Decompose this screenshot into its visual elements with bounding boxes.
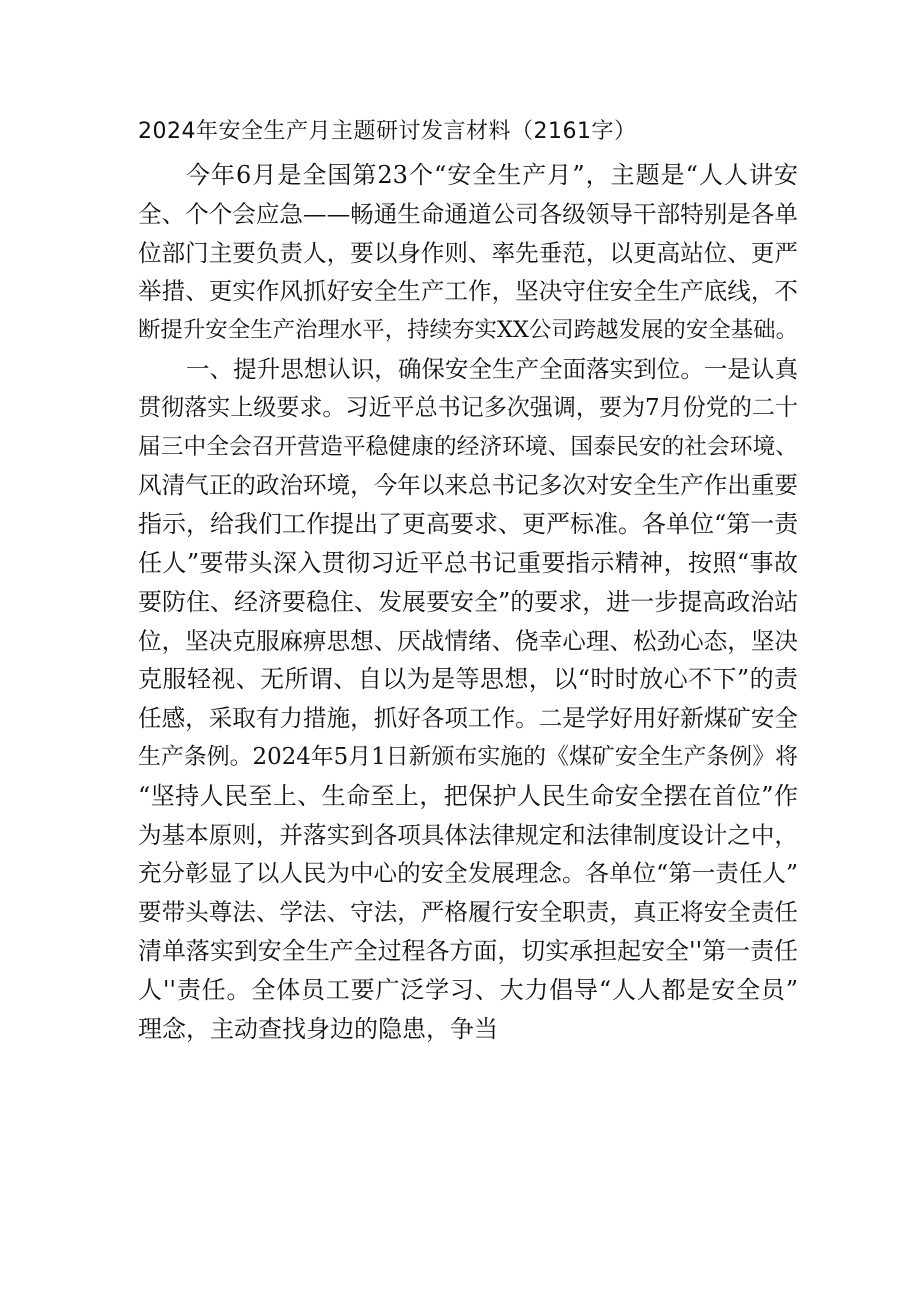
body-line: 举措、更实作风抓好安全生产工作，坚决守住安全生产底线，不 bbox=[138, 277, 798, 306]
body-line: “坚持人民至上、生命至上，把保护人民生命安全摆在首位”作 bbox=[138, 781, 798, 810]
body-line: 位部门主要负责人，要以身作则、率先垂范，以更高站位、更严 bbox=[138, 238, 798, 267]
body-line: 要带头尊法、学法、守法，严格履行安全职责，真正将安全责任 bbox=[138, 898, 798, 927]
body-line: 克服轻视、无所谓、自以为是等思想，以“时时放心不下”的责 bbox=[138, 665, 798, 694]
body-line: 今年6月是全国第23个“安全生产月”，主题是“人人讲安 bbox=[186, 161, 798, 189]
body-line: 风清气正的政治环境，今年以来总书记多次对安全生产作出重要 bbox=[138, 471, 798, 500]
body-line: 一、提升思想认识，确保安全生产全面落实到位。一是认真 bbox=[186, 354, 798, 383]
body-line: 位，坚决克服麻痹思想、厌战情绪、侥幸心理、松劲心态，坚决 bbox=[138, 626, 798, 655]
document-title: 2024年安全生产月主题研讨发言材料（2161字） bbox=[138, 119, 637, 144]
body-line: 充分彰显了以人民为中心的安全发展理念。各单位“第一责任人” bbox=[138, 859, 798, 888]
body-line: 任人”要带头深入贯彻习近平总书记重要指示精神，按照“事故 bbox=[138, 548, 798, 577]
body-line: 为基本原则，并落实到各项具体法律规定和法律制度设计之中， bbox=[138, 820, 798, 849]
body-line: 贯彻落实上级要求。习近平总书记多次强调，要为7月份党的二十 bbox=[138, 394, 798, 421]
body-line: 人''责任。全体员工要广泛学习、大力倡导“人人都是安全员” bbox=[138, 975, 798, 1004]
body-line: 任感，采取有力措施，抓好各项工作。二是学好用好新煤矿安全 bbox=[138, 704, 798, 733]
body-line: 理念，主动查找身边的隐患，争当 bbox=[138, 1014, 498, 1043]
body-line: 全、个个会应急——畅通生命通道公司各级领导干部特别是各单 bbox=[138, 199, 798, 228]
body-line: 指示，给我们工作提出了更高要求、更严标准。各单位“第一责 bbox=[138, 510, 799, 539]
document-body bbox=[138, 156, 798, 1048]
body-line: 断提升安全生产治理水平，持续夯实XX公司跨越发展的安全基础。 bbox=[138, 317, 798, 344]
body-line: 要防住、经济要稳住、发展要安全”的要求，进一步提高政治站 bbox=[138, 587, 799, 616]
body-line: 届三中全会召开营造平稳健康的经济环境、国泰民安的社会环境、 bbox=[138, 433, 798, 460]
body-line: 生产条例。2024年5月1日新颁布实施的《煤矿安全生产条例》将 bbox=[138, 743, 798, 770]
body-line: 清单落实到安全生产全过程各方面，切实承担起安全''第一责任 bbox=[138, 936, 798, 965]
